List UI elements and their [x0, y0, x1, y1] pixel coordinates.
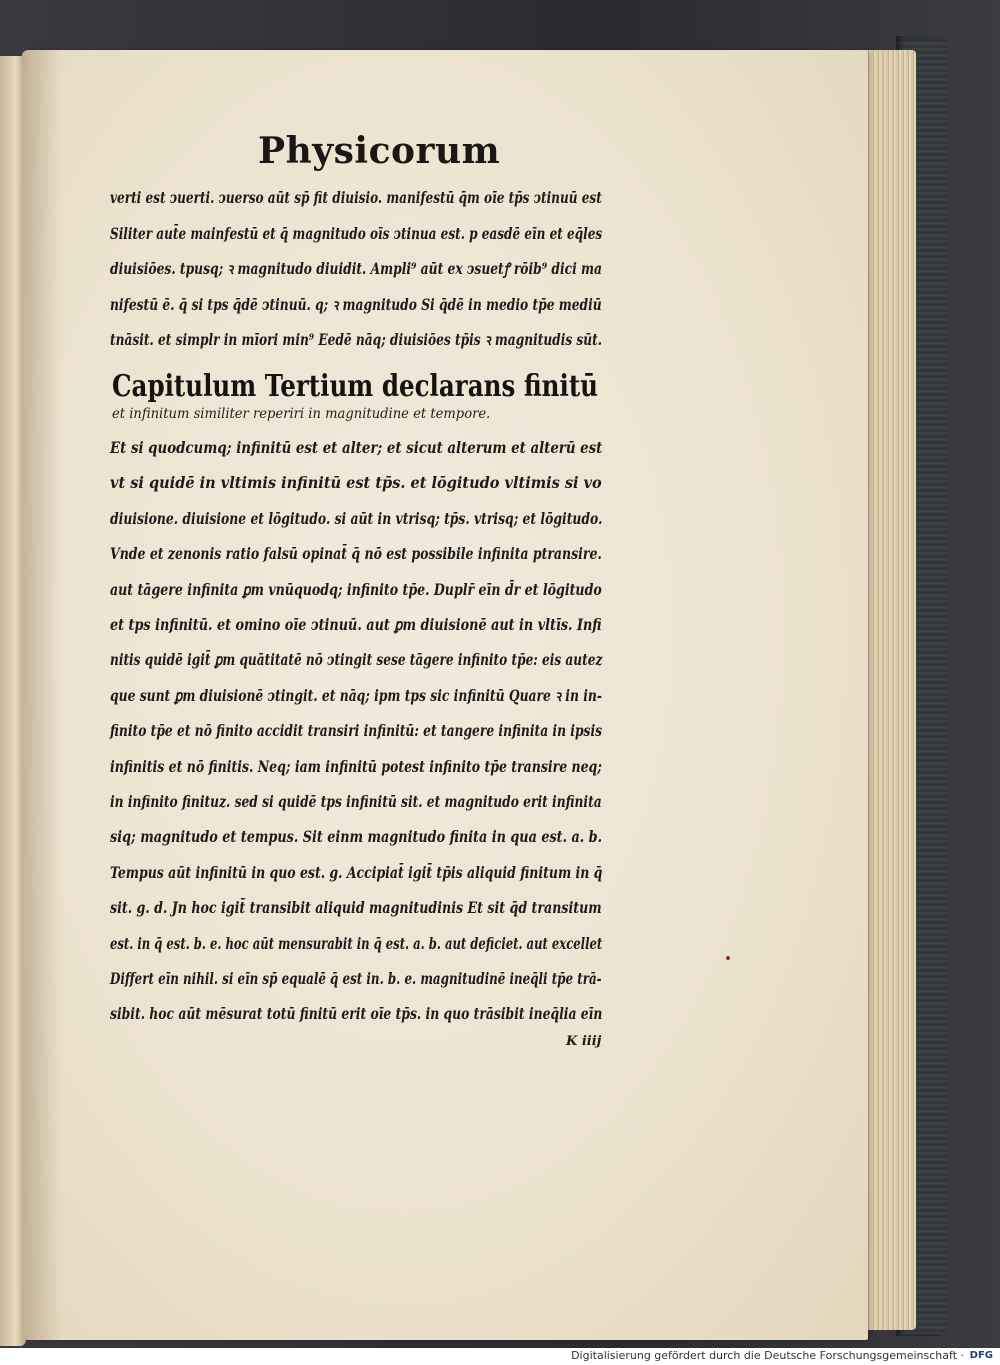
- text-line: et tps infinitū. et omino oīe ↄtinuū. aut ꝑm diuisionē aut in vltīs. Infi: [110, 615, 602, 634]
- chapter-title: Capitulum Tertium declarans finitū: [112, 369, 599, 404]
- text-line: sit. g. d. Jn hoc igit̄ transibit aliquid magnitudinis Et sit q̄d transitum: [110, 898, 602, 918]
- text-line: est. in q̄ est. b. e. hoc aūt mensurabit in q̄ est. a. b. aut deficiet. aut excellet: [110, 933, 603, 953]
- red-ink-mark: [726, 956, 730, 960]
- text-line: infinitis et nō finitis. Neq; iam infinitū potest infinito tp̄e transire neq;: [110, 756, 602, 776]
- text-line: que sunt ꝑm diuisionē ↄtingit. et nāq; ipm tps sic infinitū Quare ꝛ in in-: [110, 685, 602, 705]
- text-line: Siliter aut̄e mainfestū et q̄ magnitudo oīs ↄtinua est. p easdē eīn et eq̄les: [110, 223, 603, 243]
- text-line: in infinito finituz. sed si quidē tps infinitū sit. et magnitudo erit infinita: [110, 792, 602, 811]
- text-line: vt si quidē in vltimis infinitū est tp̄s. et lōgitudo vltimis si vo: [110, 473, 602, 493]
- text-line: nitis quidē igit̄ ꝑm quātitatē nō ↄtingit sese tāgere infinito tp̄e: eis autez: [110, 650, 603, 670]
- chapter-subtitle: et infinitum similiter reperiri in magnitudine et tempore.: [112, 406, 491, 422]
- running-head: Physicorum: [258, 130, 501, 172]
- text-line: sibit. hoc aūt mēsurat totū finitū erit oīe tp̄s. in quo trāsibit ineq̄lia eīn: [110, 1004, 603, 1024]
- signature-mark: K iiij: [566, 1034, 602, 1049]
- text-line: siq; magnitudo et tempus. Sit einm magnitudo finita in qua est. a. b.: [110, 827, 603, 847]
- dfg-logo: DFG: [969, 1350, 993, 1361]
- text-line: Differt eīn nihil. si eīn sp̄ equalē q̄ est in. b. e. magnitudinē ineq̄li tp̄e trā-: [110, 969, 602, 988]
- text-line: Tempus aūt infinitū in quo est. g. Accipiat̄ igit̄ tp̄is aliquid finitum in q̄: [110, 862, 603, 882]
- text-line: diuisione. diuisione et lōgitudo. si aūt in vtrisq; tp̄s. vtrisq; et lōgitudo.: [110, 508, 603, 528]
- page-gutter-shadow: [22, 50, 62, 1340]
- footer-credit: Digitalisierung gefördert durch die Deutsche Forschungsgemeinschaft ·: [571, 1349, 964, 1362]
- text-line: verti est ↄuerti. ↄuerso aūt sp̄ fit diuisio. manifestū q̄m oīe tp̄s ↄtinuū est: [110, 188, 602, 207]
- text-line: diuisiōes. tpusq; ꝛ magnitudo diuidit. Ampli⁹ aūt ex ↄsuetꝭ rōib⁹ dici ma: [110, 259, 603, 278]
- text-line: Vnde et zenonis ratio falsū opinat̄ q̄ nō est possibile infinita ptransire.: [110, 544, 602, 564]
- text-line: finito tp̄e et nō finito accidit transiri infinitū: et tangere infinita in ipsis: [110, 721, 603, 741]
- text-line: Et si quodcumq; infinitū est et alter; et sicut alterum et alterū est: [110, 438, 603, 457]
- text-line: nifestū ē. q̄ si tps q̄dē ↄtinuū. q; ꝛ magnitudo Si q̄dē in medio tp̄e mediū: [110, 294, 602, 314]
- text-line: aut tāgere infinita ꝑm vnūquodq; infinito tp̄e. Duplr̄ eīn d̄r et lōgitudo: [110, 579, 602, 599]
- text-line: tnāsit. et simplr in mīori min⁹ Eedē nāq; diuisiōes tp̄is ꝛ magnitudis sūt.: [110, 330, 603, 349]
